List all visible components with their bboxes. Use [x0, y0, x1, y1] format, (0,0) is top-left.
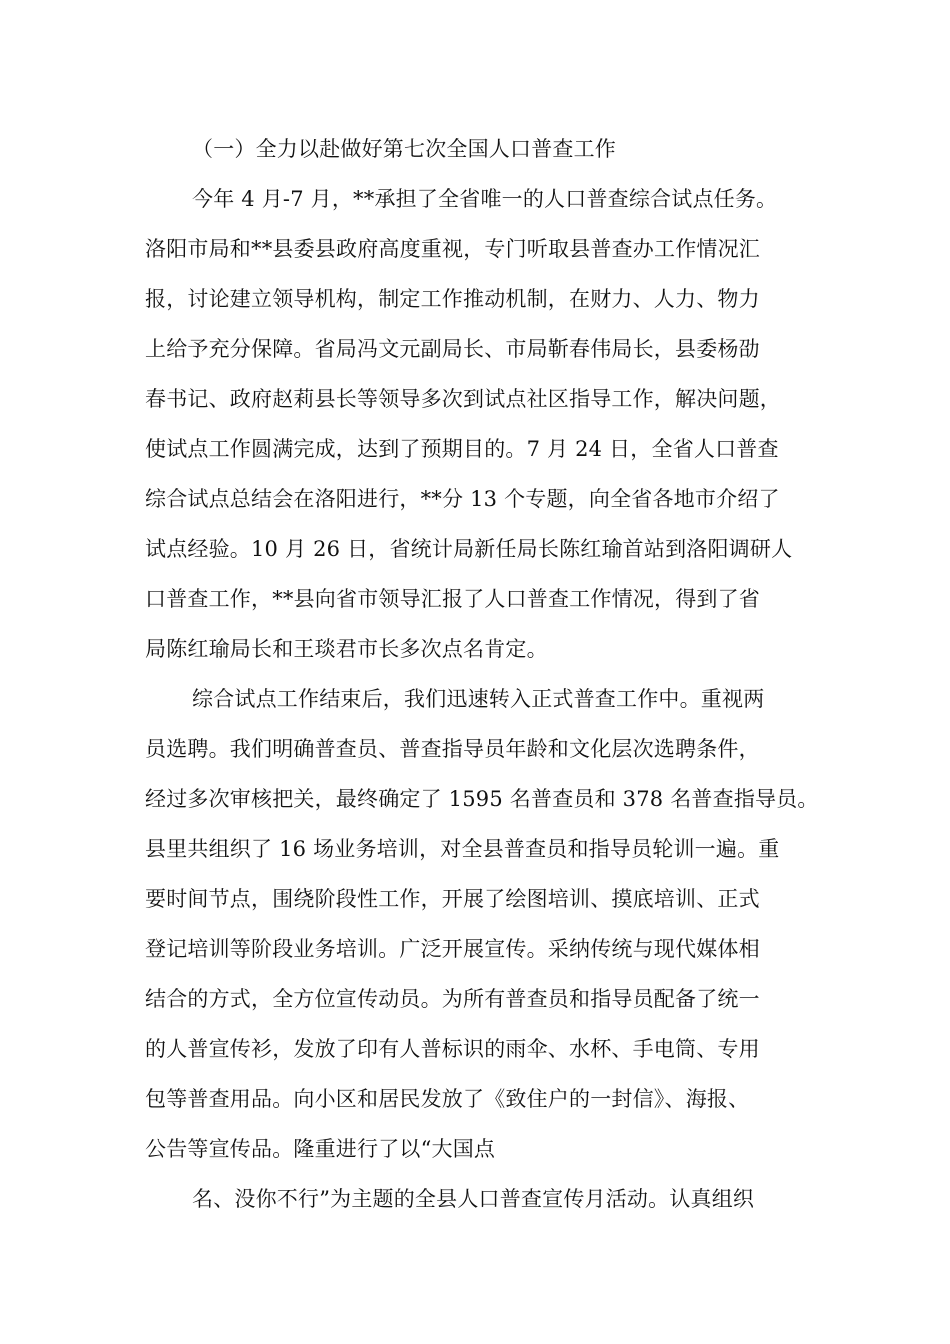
- text-line: 今年 4 月-7 月，**承担了全省唯一的人口普查综合试点任务。: [192, 187, 778, 211]
- text-line: 员选聘。我们明确普查员、普查指导员年龄和文化层次选聘条件，: [145, 737, 760, 761]
- text-line: 洛阳市局和**县委县政府高度重视，专门听取县普查办工作情况汇: [145, 237, 760, 261]
- text-line: 春书记、政府赵莉县长等领导多次到试点社区指导工作，解决问题，: [145, 387, 781, 411]
- text-line: 公告等宣传品。隆重进行了以“大国点: [145, 1137, 496, 1161]
- text-line: 口普查工作，**县向省市领导汇报了人口普查工作情况，得到了省: [145, 587, 760, 611]
- text-line: 局陈红瑜局长和王琰君市长多次点名肯定。: [145, 637, 548, 661]
- text-line: 登记培训等阶段业务培训。广泛开展宣传。采纳传统与现代媒体相: [145, 937, 760, 961]
- text-line: 试点经验。10 月 26 日，省统计局新任局长陈红瑜首站到洛阳调研人: [145, 537, 793, 561]
- text-line: 要时间节点，围绕阶段性工作，开展了绘图培训、摸底培训、正式: [145, 887, 760, 911]
- text-line: 上给予充分保障。省局冯文元副局长、市局靳春伟局长，县委杨劭: [145, 337, 760, 361]
- text-line: 经过多次审核把关，最终确定了 1595 名普查员和 378 名普查指导员。: [145, 787, 819, 811]
- text-line: 使试点工作圆满完成，达到了预期目的。7 月 24 日，全省人口普查: [145, 437, 779, 461]
- text-line: 综合试点工作结束后，我们迅速转入正式普查工作中。重视两: [192, 687, 765, 711]
- text-line: 的人普宣传衫，发放了印有人普标识的雨伞、水杯、手电筒、专用: [145, 1037, 760, 1061]
- text-line: 县里共组织了 16 场业务培训，对全县普查员和指导员轮训一遍。重: [145, 837, 780, 861]
- text-line: 名、没你不行”为主题的全县人口普查宣传月活动。认真组织: [192, 1187, 755, 1211]
- section-heading: （一）全力以赴做好第七次全国人口普查工作: [192, 137, 616, 161]
- text-line: 综合试点总结会在洛阳进行，**分 13 个专题，向全省各地市介绍了: [145, 487, 780, 511]
- text-line: 报，讨论建立领导机构，制定工作推动机制，在财力、人力、物力: [145, 287, 760, 311]
- text-line: 包等普查用品。向小区和居民发放了《致住户的一封信》、海报、: [145, 1087, 750, 1111]
- text-line: 结合的方式，全方位宣传动员。为所有普查员和指导员配备了统一: [145, 987, 760, 1011]
